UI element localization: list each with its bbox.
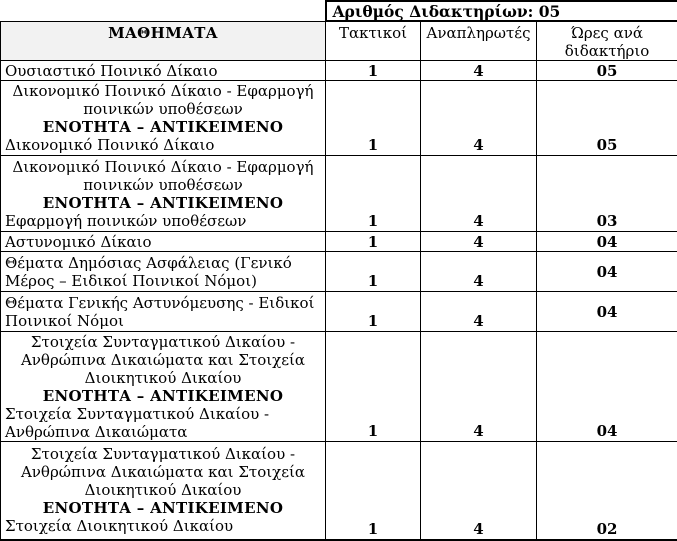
taktikoi-cell: 1 [326,252,421,292]
subject-line: ποινικών υποθέσεων [5,100,321,118]
subject-cell [1,332,326,442]
subject-line: Ανθρώπινα Δικαιώματα [5,423,321,441]
classrooms-row [1,1,677,21]
subject-line: ποινικών υποθέσεων [5,176,321,194]
anaplirotes-cell: 4 [421,442,537,540]
hours-cell: 02 [537,442,677,540]
subject-cell [1,252,326,292]
subject-line: Ουσιαστικό Ποινικό Δίκαιο [5,62,321,80]
enotita-antikeimeno-label: ΕΝΟΤΗΤΑ – ΑΝΤΙΚΕΙΜΕΝΟ [5,118,321,136]
hours-cell: 04 [537,292,677,332]
subject-line: Στοιχεία Συνταγματικού Δικαίου - [5,333,321,351]
taktikoi-cell: 1 [326,156,421,232]
subject-line: Ανθρώπινα Δικαιώματα και Στοιχεία [5,463,321,481]
subject-cell [1,156,326,232]
classrooms-count-header: Αριθμός Διδακτηρίων: 05 [326,1,677,21]
subject-cell [1,292,326,332]
hours-cell: 04 [537,232,677,252]
subject-line: Διοικητικού Δικαίου [5,481,321,499]
anaplirotes-cell: 4 [421,232,537,252]
subject-line: Ποινικοί Νόμοι [5,312,321,330]
table-row [1,442,677,540]
subject-line: Δικονομικό Ποινικό Δίκαιο - Εφαρμογή [5,82,321,100]
subject-line: Διοικητικού Δικαίου [5,369,321,387]
enotita-antikeimeno-label: ΕΝΟΤΗΤΑ – ΑΝΤΙΚΕΙΜΕΝΟ [5,387,321,405]
hours-cell: 04 [537,252,677,292]
enotita-antikeimeno-label: ΕΝΟΤΗΤΑ – ΑΝΤΙΚΕΙΜΕΝΟ [5,194,321,212]
hours-cell: 05 [537,81,677,156]
columns-header-row [1,21,677,61]
taktikoi-cell: 1 [326,232,421,252]
subject-cell [1,81,326,156]
subject-line: Θέματα Γενικής Αστυνόμευσης - Ειδικοί [5,294,321,312]
subject-cell [1,442,326,540]
table-row [1,81,677,156]
subject-cell [1,61,326,81]
hours-cell: 03 [537,156,677,232]
subject-line: Θέματα Δημόσιας Ασφάλειας (Γενικό [5,254,321,272]
taktikoi-cell: 1 [326,81,421,156]
column-header-hours: Ώρες ανά διδακτήριο [537,21,677,61]
taktikoi-cell: 1 [326,332,421,442]
subject-line: Δικονομικό Ποινικό Δίκαιο [5,136,321,154]
subject-line: Δικονομικό Ποινικό Δίκαιο - Εφαρμογή [5,158,321,176]
anaplirotes-cell: 4 [421,252,537,292]
subject-line: Στοιχεία Διοικητικού Δικαίου [5,517,321,535]
subject-line: Μέρος – Ειδικοί Ποινικοί Νόμοι) [5,272,321,290]
taktikoi-cell: 1 [326,442,421,540]
anaplirotes-cell: 4 [421,292,537,332]
subject-line: Ανθρώπινα Δικαιώματα και Στοιχεία [5,351,321,369]
empty-corner-cell [1,1,326,21]
subject-line: Στοιχεία Συνταγματικού Δικαίου - [5,405,321,423]
anaplirotes-cell: 4 [421,61,537,81]
enotita-antikeimeno-label: ΕΝΟΤΗΤΑ – ΑΝΤΙΚΕΙΜΕΝΟ [5,499,321,517]
table-row [1,61,677,81]
subject-line: Αστυνομικό Δίκαιο [5,233,321,251]
column-header-taktikoi: Τακτικοί [326,21,421,61]
subject-line: Εφαρμογή ποινικών υποθέσεων [5,212,321,230]
subject-cell [1,232,326,252]
column-header-anaplirotes: Αναπληρωτές [421,21,537,61]
anaplirotes-cell: 4 [421,332,537,442]
table-row [1,332,677,442]
table-row [1,252,677,292]
anaplirotes-cell: 4 [421,156,537,232]
anaplirotes-cell: 4 [421,81,537,156]
hours-cell: 04 [537,332,677,442]
subject-line: Στοιχεία Συνταγματικού Δικαίου - [5,445,321,463]
column-header-mathimata: ΜΑΘΗΜΑΤΑ [1,21,326,61]
taktikoi-cell: 1 [326,292,421,332]
table-row [1,156,677,232]
table-row [1,232,677,252]
table-row [1,292,677,332]
taktikoi-cell: 1 [326,61,421,81]
hours-cell: 05 [537,61,677,81]
